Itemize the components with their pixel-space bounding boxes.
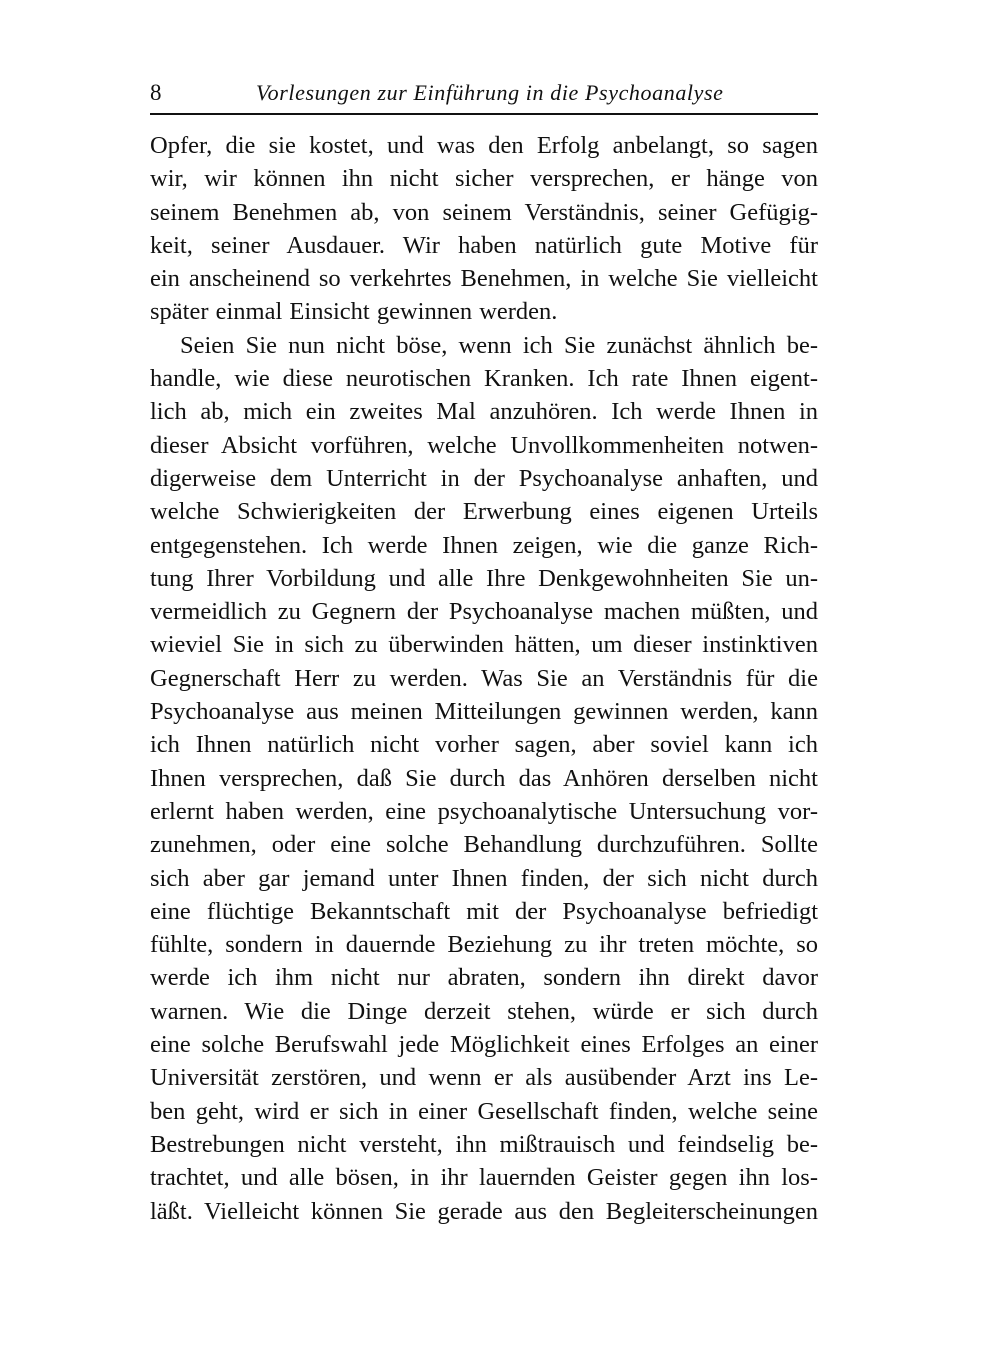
text-line: warnen. Wie die Dinge derzeit stehen, würde er sich durch [150, 997, 818, 1025]
text-line: sich aber gar jemand unter Ihnen finden, der sich nicht durch [150, 864, 818, 892]
page-number: 8 [150, 80, 162, 105]
text-line: ein anscheinend so verkehrtes Benehmen, in welche Sie vielleicht [150, 265, 818, 293]
text-line: entgegenstehen. Ich werde Ihnen zeigen, wie die ganze Rich- [150, 531, 818, 559]
text-line: tung Ihrer Vorbildung und alle Ihre Denkgewohnheiten Sie un- [150, 564, 818, 592]
text-line: welche Schwierigkeiten der Erwerbung eines eigenen Urteils [150, 498, 818, 526]
text-line: seinem Benehmen ab, von seinem Verständnis, seiner Gefügig- [150, 198, 818, 226]
text-line: handle, wie diese neurotischen Kranken. Ich rate Ihnen eigent- [150, 365, 818, 393]
text-line: dieser Absicht vorführen, welche Unvollkommenheiten notwen- [150, 431, 818, 459]
text-line: Psychoanalyse aus meinen Mitteilungen gewinnen werden, kann [150, 698, 818, 726]
header-rule [150, 113, 818, 115]
text-line: Ihnen versprechen, daß Sie durch das Anhören derselben nicht [150, 764, 818, 792]
text-line: Seien Sie nun nicht böse, wenn ich Sie zunächst ähnlich be- [180, 331, 818, 359]
text-line: werde ich ihm nicht nur abraten, sondern ihn direkt davor [150, 964, 818, 992]
text-line: Bestrebungen nicht versteht, ihn mißtrauisch und feindselig be- [150, 1130, 818, 1158]
text-line: lich ab, mich ein zweites Mal anzuhören. Ich werde Ihnen in [150, 398, 818, 426]
text-line: ich Ihnen natürlich nicht vorher sagen, aber soviel kann ich [150, 731, 818, 759]
text-line: fühlte, sondern in dauernde Beziehung zu ihr treten möchte, so [150, 931, 818, 959]
running-head [150, 78, 818, 108]
text-line: Opfer, die sie kostet, und was den Erfolg anbelangt, so sagen [150, 132, 818, 159]
body-text [150, 129, 818, 1228]
text-line: digerweise dem Unterricht in der Psychoanalyse anhaften, und [150, 464, 818, 492]
text-line: eine flüchtige Bekanntschaft mit der Psychoanalyse befriedigt [150, 897, 818, 925]
text-line: Universität zerstören, und wenn er als ausübender Arzt ins Le- [150, 1064, 818, 1092]
text-line: läßt. Vielleicht können Sie gerade aus den Begleiterscheinungen [150, 1197, 818, 1225]
text-line: zunehmen, oder eine solche Behandlung durchzuführen. Sollte [150, 831, 818, 859]
text-line: wir, wir können ihn nicht sicher versprechen, er hänge von [150, 165, 818, 193]
text-line: trachtet, und alle bösen, in ihr lauernden Geister gegen ihn los- [150, 1164, 818, 1192]
text-line: später einmal Einsicht gewinnen werden. [150, 298, 558, 326]
text-line: vermeidlich zu Gegnern der Psychoanalyse machen müßten, und [150, 598, 818, 626]
text-line: wieviel Sie in sich zu überwinden hätten, um dieser instinktiven [150, 631, 818, 659]
text-line: ben geht, wird er sich in einer Gesellschaft finden, welche seine [150, 1097, 818, 1125]
text-line: keit, seiner Ausdauer. Wir haben natürlich gute Motive für [150, 231, 818, 259]
text-line: erlernt haben werden, eine psychoanalytische Untersuchung vor- [150, 797, 818, 825]
running-title: Vorlesungen zur Einführung in die Psychoanalyse [256, 80, 724, 105]
text-line: eine solche Berufswahl jede Möglichkeit eines Erfolges an einer [150, 1031, 818, 1059]
text-line: Gegnerschaft Herr zu werden. Was Sie an Verständnis für die [150, 664, 818, 692]
